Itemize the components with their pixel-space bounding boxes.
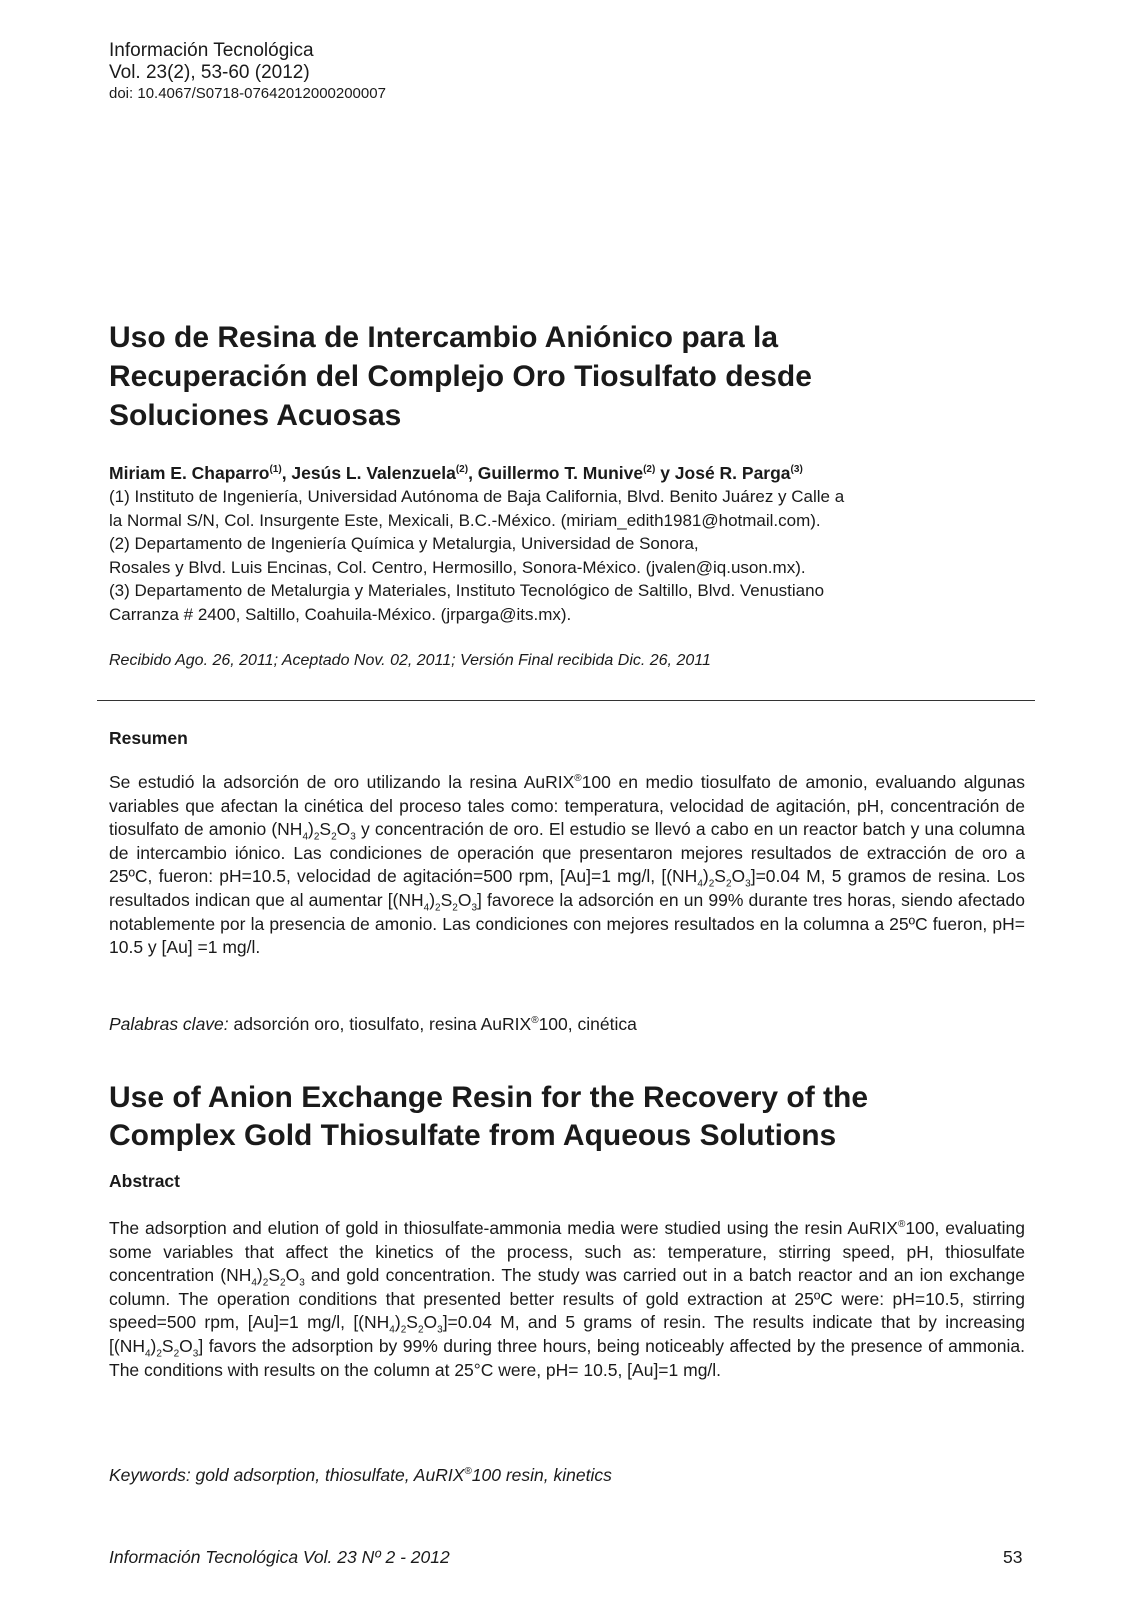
received-dates: Recibido Ago. 26, 2011; Aceptado Nov. 02, 2011; Versión Final recibida Dic. 26, 2011 — [109, 652, 711, 669]
title-english: Use of Anion Exchange Resin for the Recovery of the Complex Gold Thiosulfate from Aqueous Solutions — [109, 1081, 869, 1152]
abstract-heading: Abstract — [109, 1171, 180, 1191]
title-spanish: Uso de Resina de Intercambio Aniónico para la Recuperación del Complejo Oro Tiosulfato desde Soluciones Acuosas — [109, 321, 812, 432]
author-names: Miriam E. Chaparro$^{(1)}$, Jesús L. Valenzuela$^{(2)}$, Guillermo T. Munive$^{(2)}$ y José R. Parga$^{(3)}$ — [109, 462, 803, 483]
affiliation-1: (1) Instituto de Ingeniería, Universidad Autónoma de Baja California, Blvd. Benito Juárez y Calle a la Normal S/N, Col. Insurgente Este, Mexicali, B.C.-México. (miriam_edith1981@hotmail.com). — [109, 487, 845, 530]
affiliation-3: (3) Departamento de Metalurgia y Materiales, Instituto Tecnológico de Saltillo, Blvd. Venustiano Carranza # 2400, Saltillo, Coahuila-México. (jrparga@its.mx). — [109, 581, 825, 624]
affiliation-2: (2) Departamento de Ingeniería Química y Metalurgia, Universidad de Sonora, Rosales y Blvd. Luis Encinas, Col. Centro, Hermosillo, Sonora-México. (jvalen@iq.uson.mx). — [109, 534, 806, 577]
abstract-text: The adsorption and elution of gold in thiosulfate-ammonia media were studied using the resin AuRIX®100, evaluating some variables that affect the kinetics of the process, such as: temperature, stirring speed, pH, thiosulfate concentration $(NH_4)_2S_2O_3$ and gold concentration. The study was carried out in a batch reactor and an ion exchange column. The operation conditions that presented better results of gold extraction at 25ºC were: pH=10.5, stirring speed=500 rpm, [Au]=1 mg/l, $[(NH_4)_2S_2O_3]=0.04$ M, and 5 grams of resin. The results indicate that by increasing $[(NH_4)_2S_2O_3]$ favors the adsorption by 99% during three hours, being noticeably affected by the presence of ammonia. The conditions with results on the column at 25°C were, pH= 10.5, [Au]=1 mg/l. — [109, 1218, 1025, 1380]
palabras-clave: Palabras clave: adsorción oro, tiosulfato, resina AuRIX®100, cinética — [109, 1014, 637, 1034]
resumen-heading: Resumen — [109, 728, 188, 748]
footer-journal: Información Tecnológica Vol. 23 Nº 2 - 2012 — [109, 1547, 450, 1567]
authors-block — [109, 458, 1039, 626]
journal-header — [109, 40, 386, 104]
journal-volume: Vol. 23(2), 53-60 (2012) — [109, 62, 310, 83]
doi: doi: 10.4067/S0718-07642012000200007 — [109, 85, 386, 102]
resumen-text: Se estudió la adsorción de oro utilizando la resina AuRIX®100 en medio tiosulfato de amonio, evaluando algunas variables que afectan la cinética del proceso tales como: temperatura, velocidad de agitación, pH, concentración de tiosulfato de amonio $(NH_4)_2S_2O_3$ y concentración de oro. El estudio se llevó a cabo en un reactor batch y una columna de intercambio iónico. Las condiciones de operación que presentaron mejores resultados de extracción de oro a 25ºC, fueron: pH=10.5, velocidad de agitación=500 rpm, [Au]=1 mg/l, $[(NH_4)_2S_2O_3]=0.04$ M, 5 gramos de resina. Los resultados indican que al aumentar $[(NH_4)_2S_2O_3]$ favorece la adsorción en un 99% durante tres horas, siendo afectado notablemente por la presencia de amonio. Las condiciones con mejores resultados en la columna a 25ºC fueron, pH= 10.5 y [Au] =1 mg/l. — [109, 772, 1026, 958]
page-number: 53 — [1003, 1547, 1023, 1567]
keywords: Keywords: gold adsorption, thiosulfate, AuRIX®100 resin, kinetics — [109, 1465, 612, 1485]
journal-name: Información Tecnológica — [109, 40, 314, 61]
divider — [97, 700, 1035, 701]
